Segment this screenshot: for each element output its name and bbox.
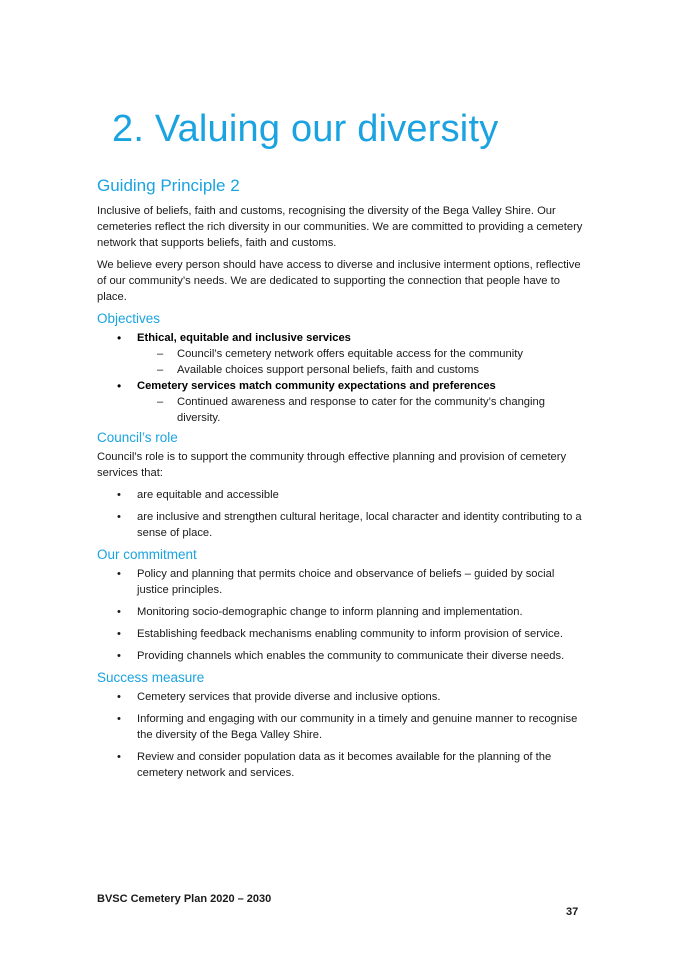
footer-document-title: BVSC Cemetery Plan 2020 – 2030: [97, 893, 272, 905]
list-item: • Informing and engaging with our community in a timely and genuine manner to recognise the diversity of the Bega Valley Shire.: [97, 711, 585, 743]
page-number: 37: [566, 906, 579, 918]
councils-role-heading: Council’s role: [97, 430, 178, 445]
objective-sublist: [97, 394, 585, 426]
councils-role-list: [97, 487, 585, 541]
our-commitment-section: [97, 547, 585, 664]
content-body: [97, 176, 585, 787]
list-item: • Review and consider population data as it becomes available for the planning of the cemetery network and services.: [97, 749, 585, 781]
our-commitment-heading: Our commitment: [97, 547, 197, 562]
list-item: • Policy and planning that permits choice and observance of beliefs – guided by social justice principles.: [97, 566, 585, 598]
objective-subitem: – Continued awareness and response to cater for the community’s changing diversity.: [97, 394, 585, 426]
objective-label: • Cemetery services match community expectations and preferences: [137, 380, 496, 392]
list-item: • Monitoring socio-demographic change to inform planning and implementation.: [97, 604, 585, 620]
list-item: • are equitable and accessible: [97, 487, 585, 503]
list-item: • are inclusive and strengthen cultural heritage, local character and identity contributing to a sense of place.: [97, 509, 585, 541]
success-measure-list: [97, 689, 585, 781]
councils-role-section: [97, 430, 585, 541]
success-measure-heading: Success measure: [97, 670, 205, 685]
list-item: • Providing channels which enables the community to communicate their diverse needs.: [97, 648, 585, 664]
objective-item: [97, 378, 585, 426]
success-measure-section: [97, 670, 585, 781]
list-item: • Establishing feedback mechanisms enabling community to inform provision of service.: [97, 626, 585, 642]
objective-subitem: – Council’s cemetery network offers equitable access for the community: [97, 346, 585, 362]
guiding-principle-paragraph-1: Inclusive of beliefs, faith and customs, recognising the diversity of the Bega Valley Shire. Our cemeteries reflect the rich diversity in our communities. We are committed to providing a cemetery network that supports beliefs, faith and customs.: [97, 205, 583, 249]
guiding-principle-heading: Guiding Principle 2: [97, 176, 240, 195]
objective-sublist: [97, 346, 585, 378]
objective-subitem: – Available choices support personal beliefs, faith and customs: [97, 362, 585, 378]
list-item: • Cemetery services that provide diverse and inclusive options.: [97, 689, 585, 705]
councils-role-intro: Council’s role is to support the community through effective planning and provision of cemetery services that:: [97, 451, 567, 479]
objective-label: • Ethical, equitable and inclusive services: [137, 332, 351, 344]
objective-item: [97, 330, 585, 378]
page-title: 2. Valuing our diversity: [112, 108, 499, 150]
objectives-list: [97, 330, 585, 426]
guiding-principle-paragraph-2: We believe every person should have access to diverse and inclusive interment options, reflective of our community’s needs. We are dedicated to supporting the connection that people have to place.: [97, 259, 581, 303]
objectives-heading: Objectives: [97, 311, 161, 326]
our-commitment-list: [97, 566, 585, 664]
objectives-section: [97, 311, 585, 426]
